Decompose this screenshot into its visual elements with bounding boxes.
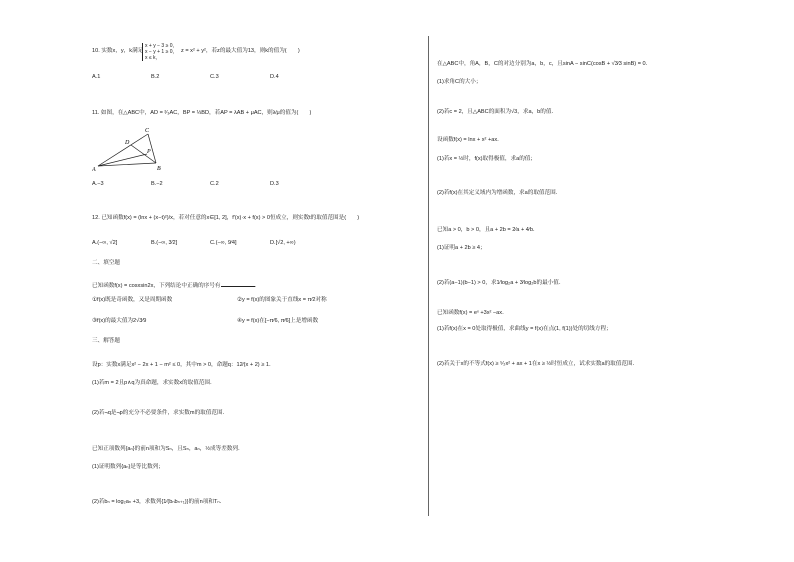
- segment-bd: [131, 145, 156, 163]
- q22-stem: 已知函数f(x) = eˣ +3x² −ax．: [437, 310, 508, 316]
- q10-stem: 10. 实数x，y，k满足: [92, 48, 144, 54]
- q13-item-4: ④y = f(x)在[−π⁄6, π⁄6]上是增函数: [237, 318, 319, 324]
- q10-option-c[interactable]: C.3: [210, 74, 219, 80]
- q10-system: [142, 43, 177, 61]
- label-p: P: [147, 149, 151, 155]
- q13-stem: [92, 281, 256, 290]
- q13-item-3: ③f(x)的最大值为2√3⁄9: [92, 318, 147, 324]
- q13-stem-tail: .: [254, 283, 257, 289]
- q10-option-a[interactable]: A.1: [92, 74, 101, 80]
- label-a: A: [92, 167, 96, 173]
- q21-part2: (2)若(a−1)(b−1) > 0，求1⁄log₂a + 3⁄log₂b的最小值．: [437, 280, 565, 286]
- segment-ap: [98, 154, 147, 166]
- q20-stem: 设函数f(x) = lnx + x² +ax．: [437, 137, 503, 143]
- q21-part1: (1)证明a + 2b ≥ 4；: [437, 245, 486, 251]
- q12-option-d[interactable]: D.[√2, +∞): [270, 240, 296, 246]
- label-b: B: [157, 166, 161, 172]
- q11-option-a[interactable]: A.−3: [92, 181, 104, 187]
- q13-answer-blank[interactable]: [221, 281, 255, 287]
- q19-part2: (2)若c = 2，且△ABC的面积为√3，求a，b的值．: [437, 109, 558, 115]
- section-fill-in-heading: 二、填空题: [92, 260, 120, 266]
- q21-stem: 已知a > 0，b > 0，且a + 2b = 2⁄a + 4⁄b．: [437, 227, 539, 233]
- q10-system-line-2: x − y + 1 ≥ 0，: [145, 49, 178, 55]
- side-ab: [98, 163, 156, 166]
- q19-part1: (1)求角C的大小；: [437, 79, 482, 85]
- q13-item-1: ①f(x)既是奇函数，又是周期函数: [92, 297, 173, 303]
- q11-option-b[interactable]: B.−2: [151, 181, 163, 187]
- q11-option-c[interactable]: C.2: [210, 181, 219, 187]
- q18-part1: (1)证明数列{aₙ}是等比数列；: [92, 464, 164, 470]
- q18-stem: 已知正项数列{aₙ}的前n项和为Sₙ，且Sₙ，aₙ，½成等差数列．: [92, 446, 244, 452]
- q10-system-line-1: x + y − 3 ≥ 0，: [145, 43, 178, 49]
- q10-system-line-3: x ≤ k，: [145, 55, 161, 61]
- q13-stem-text: 已知函数f(x) = cosxsin2x，下列结论中正确的序号有: [92, 283, 221, 289]
- side-ac: [98, 134, 148, 166]
- column-divider: [428, 36, 429, 516]
- label-c: C: [145, 128, 150, 134]
- triangle-figure: [92, 126, 172, 176]
- q17-part1: (1)若m = 2且p∧q为真命题，求实数x的取值范围．: [92, 380, 216, 386]
- section-solutions-heading: 三、解答题: [92, 338, 120, 344]
- q18-part2: (2)若bₙ = log₂aₙ +3，求数列{1⁄(bₙbₙ₊₁)}的前n项和Tₙ．: [92, 499, 226, 505]
- q10-tail: z = x² + y²，若z的最大值为13，则k的值为( ): [181, 48, 300, 54]
- label-d: D: [125, 140, 130, 146]
- q22-part1: (1)若f(x)在x = 0处取得极值，求曲线y = f(x)在点(1, f(1))处的切线方程；: [437, 326, 612, 332]
- q22-part2: (2)若关于x的不等式f(x) ≥ ⁵⁄₂x² + ax + 1在x ≥ ½时恒成立，试求实数a的取值范围．: [437, 361, 639, 367]
- q10-option-d[interactable]: D.4: [270, 74, 279, 80]
- q19-stem: 在△ABC中，角A，B，C的对边分别为a，b，c，且sinA − sinC(cosB + √3⁄3 sinB) = 0．: [437, 61, 652, 67]
- q11-stem: 11. 如图，在△ABC中，AD = ²⁄₃AC，BP = ⅓BD，若AP = λAB + μAC，则λ⁄μ的值为( ): [92, 110, 312, 116]
- q12-option-c[interactable]: C.(−∞, 9⁄4]: [210, 240, 237, 246]
- q17-part2: (2)若¬q是¬p的充分不必要条件，求实数m的取值范围．: [92, 410, 229, 416]
- q20-part1: (1)若x = ½时，f(x)取得极值，求a的值；: [437, 156, 536, 162]
- q10-option-b[interactable]: B.2: [151, 74, 160, 80]
- q17-stem: 设p：实数x满足x² − 2x + 1 − m² ≤ 0，其中m > 0，命题q：12⁄(x + 2) ≥ 1．: [92, 362, 275, 368]
- q12-option-b[interactable]: B.(−∞, 3⁄2]: [151, 240, 178, 246]
- q11-option-d[interactable]: D.3: [270, 181, 279, 187]
- q12-stem: 12. 已知函数f(x) = (lnx + (x−t)²)/x，若对任意的x∈[1, 2]，f′(x)·x + f(x) > 0恒成立，则实数t的取值范围是( ): [92, 215, 360, 221]
- q13-item-2: ②y = f(x)的图象关于直线x = π⁄2对称: [237, 297, 327, 303]
- q12-option-a[interactable]: A.(−∞, √2]: [92, 240, 118, 246]
- q20-part2: (2)若f(x)在其定义域内为增函数，求a的取值范围．: [437, 190, 562, 196]
